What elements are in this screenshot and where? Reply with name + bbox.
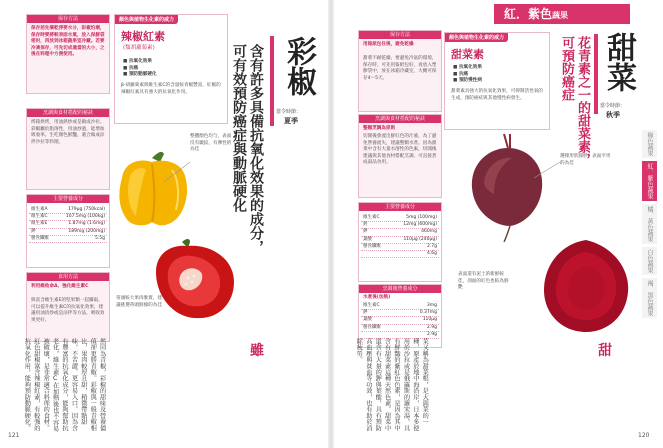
compound-tag: 顏色與植物生化素的威力 (115, 15, 178, 24)
body-text: 然同為青椒，彩椒的甜味及營養價值卻更勝青椒。彩椒與一般青椒相比，果肉較厚且甜，稍微帶點甜味，不苦澀、更容易入口。因為含有豐富的抗氧化成分，能夠幫助抗老化，維生素C在加熱後也不容易被破壞，是非常適合料理的食材。紅色甜椒富含辣椒紅素，有較強的抗氧化作用，能夠預防動脈硬化。 (23, 338, 106, 432)
category-title: 紅．紫色 (504, 7, 553, 21)
nutrient-row: 鉀 189mg (200mg) (29, 229, 107, 236)
effect-header: 食用方法 (27, 273, 109, 281)
nutrient-row: 鉀 460mg (361, 229, 439, 236)
storage-title: 用報紙包住後，避免乾燥 (363, 42, 414, 47)
tab-brown-black[interactable]: 褐．黑色蔬果 (642, 278, 657, 318)
compound-box (114, 14, 228, 124)
caption-bottom: 表面還有泥土的新鮮較佳，剖面的紅色也較為鮮艷 (458, 272, 509, 290)
nutrients-list (29, 207, 107, 243)
benefit-item: ■ 抗氧化效果 (453, 65, 482, 70)
season: 夏季 (284, 117, 298, 125)
big-title: 彩椒 (281, 36, 316, 96)
nutrients-list (361, 215, 439, 258)
storage-header: 保存方法 (359, 31, 441, 39)
cooked-nutrients-header: 烹調後營養成分 (359, 285, 441, 293)
nutrient-row: 膳食纖維 5.5g (29, 236, 107, 243)
nutrient-row: 維生素C 107.5mg (100kg) (29, 214, 107, 221)
tab-orange-yellow[interactable]: 橘．黃色蔬果 (642, 204, 657, 244)
compound-desc: 甜菜素具強大的抗氧化效果，可抑制活性氧的生成，預防癌症與其他慢性病發生。 (451, 89, 543, 101)
caption-top: 選擇形狀圓胖，表面平坦的為佳 (560, 154, 611, 166)
cooking-panel (358, 114, 442, 198)
nutrient-row: 膳食纖維 2.9g (361, 325, 439, 332)
storage-panel (26, 14, 110, 94)
benefit-list (453, 65, 482, 85)
nutrients-header: 主要營養成分 (359, 203, 441, 211)
effect-title: 利用維他命A、強化維生素C (31, 284, 89, 289)
title-accent-bar (270, 36, 274, 126)
category-header (494, 4, 630, 24)
body-text-block (22, 338, 272, 432)
beet-whole-image (464, 132, 550, 242)
storage-text: 保存前先摘乾淨要水分，彩椒怕潮，保存時要將較表面水氣，放入保鮮袋密封，再放到冰箱蔬果室冷藏。若要冷凍保存，可先切成適當的大小，之後在料理中方便使用。 (31, 26, 105, 57)
compound-tag: 顏色與植物生化素的威力 (445, 33, 508, 42)
nutrient-row: 維生素C 3mg (361, 303, 439, 310)
subtitle: 含有許多具備抗氧化效果的成分，可有效預防癌症與動脈硬化 (231, 44, 264, 254)
compound-box (444, 32, 550, 130)
page-number: 121 (8, 432, 20, 439)
compound-desc: β-胡蘿蔔素與維生素C的含量較青椒豐富，紅椒的辣椒紅素具有強大的抗氧化作用。 (121, 83, 221, 95)
tab-red-purple[interactable]: 紅．紫色蔬果 (642, 161, 657, 201)
right-page (334, 0, 663, 448)
nutrient-row: 2.9g (361, 332, 439, 339)
cooked-nutrients-title: 水煮後(加熱) (363, 295, 391, 300)
nutrients-panel (358, 202, 442, 282)
body-text: 菜又稱為甜菜根，是大頭菜的一種，原產於地中海沿岸，日本多使用於沙拉或是俄羅斯的羅宋湯，具有鮮豔的紫紅色色素，是因為其中含有甜菜素這種天然色素。甜菜中還含有大量的鉀與葉酸，具有預防高血壓與貧血等功效，也有助於消除疲勞。 (355, 338, 429, 431)
nutrient-row: 維生素A 179µg (750kcal) (29, 207, 107, 214)
caption-yellow: 整體顏色均勻，表面沒有皺紋，有彈性的為佳 (190, 134, 232, 152)
body-drop-title: 雖 (250, 343, 264, 359)
cooking-title: 整顆烹調為原則 (363, 126, 396, 131)
cooking-text: 烤箱烘烤，用油熱炒或是做成沙拉。彩椒屬於脂溶性，用油炒過，能增加吸收率。生吃顏色鮮豔，適合做成涼拌沙拉等料理。 (31, 120, 105, 145)
effect-panel (26, 272, 110, 342)
benefit-item: ■ 預防慢性病 (453, 78, 482, 83)
body-drop-title: 甜 (598, 343, 612, 359)
season: 秋季 (606, 111, 620, 119)
caption-red: 蒂頭較大果肉紮實，建議挑選蒂頭鮮綠的為佳 (116, 296, 162, 308)
nutrients-header: 主要營養成分 (27, 195, 109, 203)
nutrient-row: 維生素E 1.87mg (1.6mg) (29, 221, 107, 228)
subtitle: 花青素之一的甜菜素，可預防癌症 (559, 36, 590, 166)
nutrient-row: 鉀 0.37mg (361, 310, 439, 317)
big-title: 甜菜 (601, 32, 636, 92)
compound-name: 辣椒紅素 (121, 30, 165, 43)
benefit-list (123, 59, 157, 79)
cooking-text: 切開後會流出鮮紅色的汁液，為了避免營養流失，建議整顆水煮。因為甜菜中含有大量水溶性的色素，切開後建議與其他食材搭配烹調，可直接煮成湯品食用。 (363, 134, 437, 165)
title-accent-bar (594, 34, 598, 114)
cooking-header: 烹調與食材搭配的秘訣 (359, 115, 441, 123)
compound-sub: (類胡蘿蔔素) (123, 45, 155, 51)
red-pepper-image (150, 236, 240, 322)
category-suffix: 蔬果 (552, 11, 569, 20)
page-number: 120 (638, 432, 650, 439)
storage-text: 甜菜不耐乾燥，要避免冷氣的環境，保存時，可先用報紙包好，再放入塑膠袋中，放在冰箱冷藏室，大概可保存4～5天。 (363, 56, 437, 81)
side-tabs (642, 130, 658, 318)
caption-pointer-icon (162, 160, 192, 184)
nutrients-panel (26, 194, 110, 268)
nutrient-row: 鈣 12mg (600mg) (361, 222, 439, 229)
cooking-header: 烹調與食材搭配的秘訣 (27, 109, 109, 117)
nutrient-row: 葉酸 110µg (361, 317, 439, 324)
cooked-nutrients-list (361, 303, 439, 339)
benefit-item: ■ 抗癌 (123, 65, 139, 71)
nutrient-row: 膳食纖維 2.7g (361, 244, 439, 251)
tab-green[interactable]: 綠色蔬果 (642, 130, 657, 158)
nutrient-row: 4.6g (361, 251, 439, 258)
nutrient-row: 維生素C 5mg (100mg) (361, 215, 439, 222)
tab-white[interactable]: 白色蔬果 (642, 247, 657, 275)
cooking-panel (26, 108, 110, 190)
effect-text: 與富含維生素E的堅果類一起攝取，可以提升維生素C的抗氧化效果，建議用油清炒或是涼拌等方法，吸收效果更好。 (31, 298, 105, 323)
storage-panel (358, 30, 442, 112)
benefit-item: ■ 抗癌 (453, 71, 469, 77)
compound-name: 甜菜素 (451, 48, 484, 61)
storage-header: 保存方法 (27, 15, 109, 23)
nutrient-row: 葉酸 110µg (240µg) (361, 237, 439, 244)
benefit-item: ■ 預防動脈硬化 (123, 72, 157, 77)
season-label: 當令時節： (276, 109, 302, 115)
benefit-item: ■ 抗氧化效果 (123, 59, 152, 64)
body-text-block (354, 338, 604, 432)
season-label: 當令時節： (600, 103, 626, 109)
left-page (0, 0, 331, 448)
beet-slice-image (540, 238, 632, 334)
